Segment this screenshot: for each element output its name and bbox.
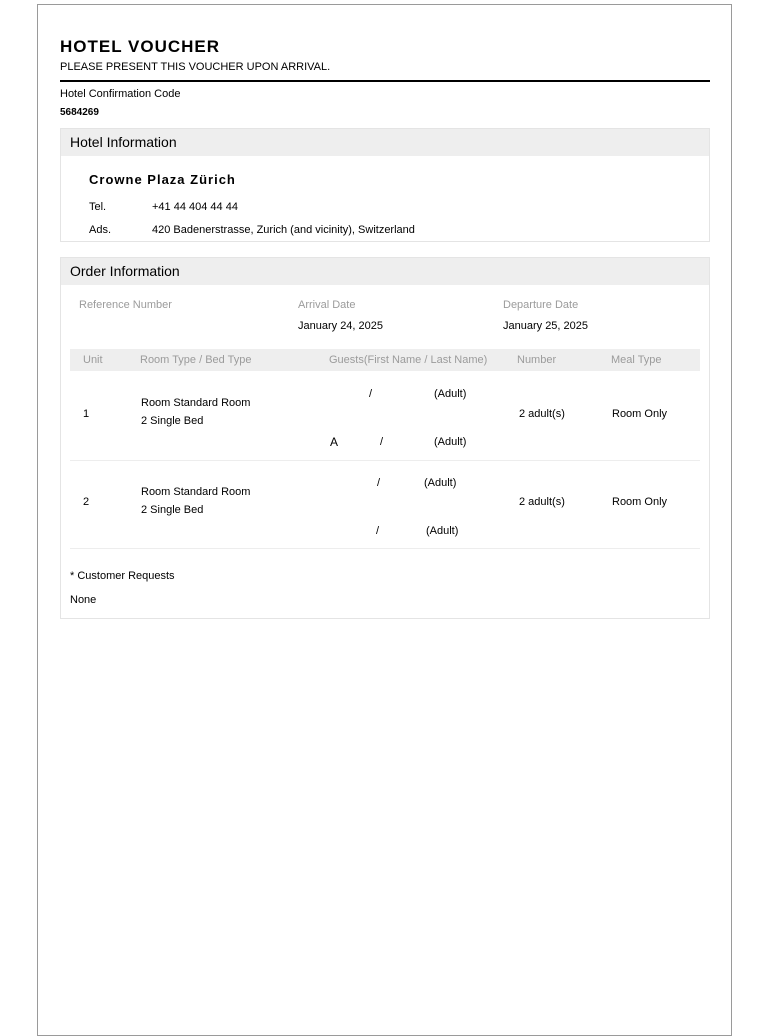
hotel-information-heading: Hotel Information [61, 129, 709, 156]
order-information-section [60, 257, 710, 619]
confirmation-code: 5684269 [60, 107, 99, 118]
confirmation-label: Hotel Confirmation Code [60, 88, 181, 100]
hotel-name: Crowne Plaza Zürich [89, 172, 236, 187]
guest-type: (Adult) [434, 388, 467, 400]
column-unit: Unit [83, 354, 103, 366]
row-meal-type: Room Only [612, 496, 668, 508]
column-meal-type: Meal Type [611, 354, 662, 366]
guest-separator: / [380, 436, 384, 448]
guest-separator: / [376, 525, 380, 537]
arrival-date: January 24, 2025 [298, 320, 384, 332]
hotel-information-section [60, 128, 710, 242]
row-bed-type: 2 Single Bed [141, 504, 204, 516]
row-divider [70, 460, 700, 461]
row-unit: 2 [83, 496, 90, 508]
customer-requests-value: None [70, 594, 97, 606]
address-label: Ads. [89, 224, 112, 236]
column-number: Number [517, 354, 557, 366]
row-room-type: Room Standard Room [141, 486, 251, 498]
guest-type: (Adult) [434, 436, 467, 448]
guest-separator: / [369, 388, 373, 400]
reference-label: Reference Number [79, 299, 172, 311]
room-table-header [70, 349, 700, 371]
order-information-heading: Order Information [61, 258, 709, 285]
guest-type: (Adult) [426, 525, 459, 537]
tel-value: +41 44 404 44 44 [152, 201, 238, 213]
guest-separator: / [377, 477, 381, 489]
customer-requests-label: * Customer Requests [70, 570, 175, 582]
guest-type: (Adult) [424, 477, 457, 489]
departure-date: January 25, 2025 [503, 320, 589, 332]
column-guests: Guests(First Name / Last Name) [329, 354, 488, 366]
row-bed-type: 2 Single Bed [141, 415, 204, 427]
row-meal-type: Room Only [612, 408, 668, 420]
address-value: 420 Badenerstrasse, Zurich (and vicinity), Switzerland [152, 224, 415, 236]
guest-first-name: A [330, 435, 339, 449]
header-divider [60, 80, 710, 82]
row-unit: 1 [83, 408, 90, 420]
row-number: 2 adult(s) [519, 496, 565, 508]
row-number: 2 adult(s) [519, 408, 565, 420]
tel-label: Tel. [89, 201, 107, 213]
row-room-type: Room Standard Room [141, 397, 251, 409]
row-divider [70, 548, 700, 549]
departure-label: Departure Date [503, 299, 579, 311]
voucher-subtitle: PLEASE PRESENT THIS VOUCHER UPON ARRIVAL. [60, 61, 331, 73]
voucher-title: HOTEL VOUCHER [60, 37, 221, 56]
voucher-page [37, 4, 732, 1036]
arrival-label: Arrival Date [298, 299, 356, 311]
column-room-type: Room Type / Bed Type [140, 354, 252, 366]
